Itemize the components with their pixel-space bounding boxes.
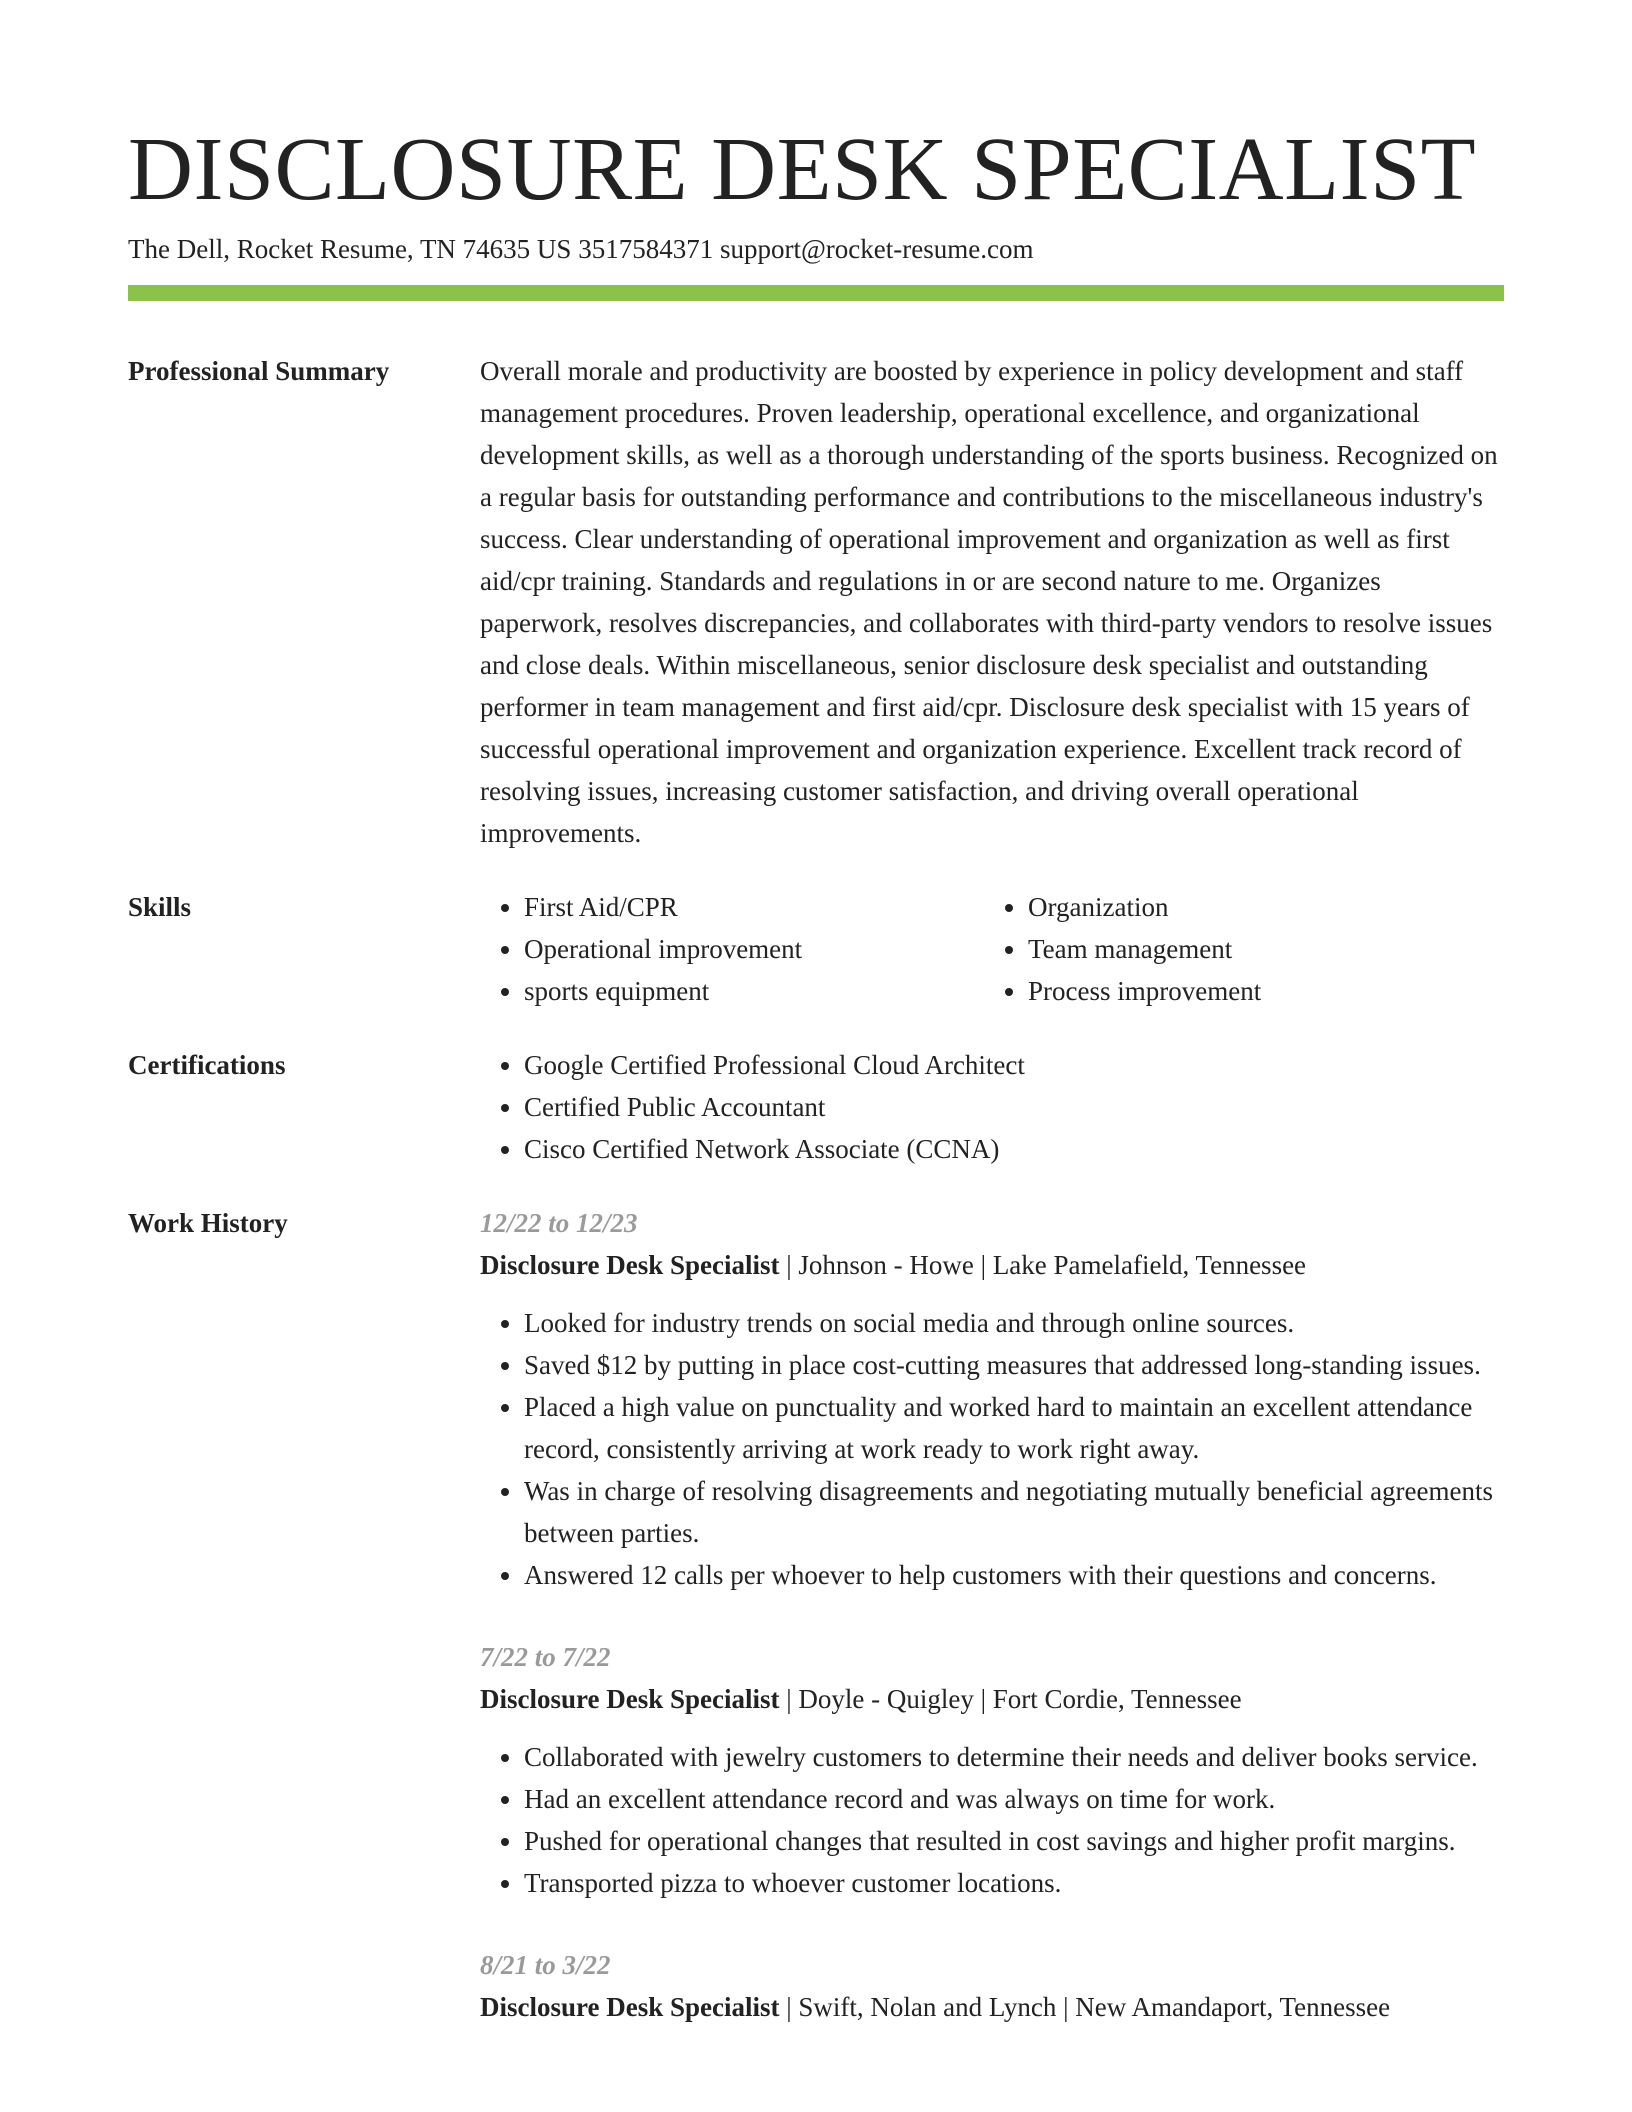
certifications-section bbox=[128, 1044, 1504, 1170]
job-dates: 8/21 to 3/22 bbox=[480, 1950, 611, 1980]
job-details: | Doyle - Quigley | Fort Cordie, Tennessee bbox=[779, 1684, 1242, 1714]
summary-heading: Professional Summary bbox=[128, 356, 390, 386]
job-bullets bbox=[480, 1736, 1504, 1904]
job-header bbox=[480, 1986, 1504, 2028]
job-title: Disclosure Desk Specialist bbox=[480, 1250, 780, 1280]
job-bullet: • Had an excellent attendance record and was always on time for work. bbox=[524, 1778, 1504, 1820]
certifications-body bbox=[480, 1044, 1504, 1170]
resume-name-title: DISCLOSURE DESK SPECIALIST bbox=[128, 120, 1477, 219]
job-title: Disclosure Desk Specialist bbox=[480, 1992, 780, 2022]
skill-item: • Operational improvement bbox=[524, 928, 984, 970]
job-bullet: • Was in charge of resolving disagreements and negotiating mutually beneficial agreements between parties. bbox=[524, 1470, 1504, 1554]
certifications-list bbox=[480, 1044, 1504, 1170]
job-details: | Johnson - Howe | Lake Pamelafield, Tennessee bbox=[779, 1250, 1307, 1280]
skill-item: • Organization bbox=[1028, 886, 1488, 928]
job-bullet: • Answered 12 calls per whoever to help customers with their questions and concerns. bbox=[524, 1554, 1504, 1596]
work-history-section bbox=[128, 1202, 1504, 2068]
resume-sections bbox=[128, 350, 1504, 2100]
skills-list bbox=[480, 886, 1504, 1012]
job-bullets bbox=[480, 1302, 1504, 1596]
job-bullet: • Looked for industry trends on social media and through online sources. bbox=[524, 1302, 1504, 1344]
summary-body bbox=[480, 350, 1504, 854]
skills-section bbox=[128, 886, 1504, 1012]
job-entry bbox=[480, 1636, 1504, 1904]
job-bullet: • Collaborated with jewelry customers to determine their needs and deliver books service. bbox=[524, 1736, 1504, 1778]
skill-item: • First Aid/CPR bbox=[524, 886, 984, 928]
contact-info: The Dell, Rocket Resume, TN 74635 US 3517584371 support@rocket-resume.com bbox=[128, 234, 1034, 264]
job-bullet: • Transported pizza to whoever customer locations. bbox=[524, 1862, 1504, 1904]
job-bullet: • Saved $12 by putting in place cost-cutting measures that addressed long-standing issues. bbox=[524, 1344, 1504, 1386]
job-entry bbox=[480, 1202, 1504, 1596]
summary-text: Overall morale and productivity are boosted by experience in policy development and staff management procedures. Proven leadership, operational excellence, and organizational development skills, as well as a thorough understanding of the sports business. Recognized on a regular basis for outstanding performance and contributions to the miscellaneous industry's success. Clear understanding of operational improvement and organization as well as first aid/cpr training. Standards and regulations in or are second nature to me. Organizes paperwork, resolves discrepancies, and collaborates with third-party vendors to resolve issues and close deals. Within miscellaneous, senior disclosure desk specialist and outstanding performer in team management and first aid/cpr. Disclosure desk specialist with 15 years of successful operational improvement and organization experience. Excellent track record of resolving issues, increasing customer satisfaction, and driving overall operational improvements. bbox=[480, 356, 1498, 848]
skills-column-right bbox=[984, 886, 1488, 1012]
skills-heading: Skills bbox=[128, 892, 192, 922]
job-entry bbox=[480, 1944, 1504, 2028]
summary-section bbox=[128, 350, 1504, 854]
skill-item: • sports equipment bbox=[524, 970, 984, 1012]
certification-item: • Certified Public Accountant bbox=[524, 1086, 1504, 1128]
job-dates: 7/22 to 7/22 bbox=[480, 1642, 611, 1672]
job-header bbox=[480, 1678, 1504, 1720]
job-details: | Swift, Nolan and Lynch | New Amandaport, Tennessee bbox=[779, 1992, 1391, 2022]
skills-column-left bbox=[480, 886, 984, 1012]
certification-item: • Google Certified Professional Cloud Architect bbox=[524, 1044, 1504, 1086]
job-bullet: • Placed a high value on punctuality and worked hard to maintain an excellent attendance record, consistently arriving at work ready to work right away. bbox=[524, 1386, 1504, 1470]
certifications-heading: Certifications bbox=[128, 1050, 286, 1080]
header-divider bbox=[128, 285, 1504, 301]
work-history-heading: Work History bbox=[128, 1208, 288, 1238]
skill-item: • Process improvement bbox=[1028, 970, 1488, 1012]
job-bullet: • Pushed for operational changes that resulted in cost savings and higher profit margins. bbox=[524, 1820, 1504, 1862]
job-header bbox=[480, 1244, 1504, 1286]
skill-item: • Team management bbox=[1028, 928, 1488, 970]
certification-item: • Cisco Certified Network Associate (CCNA) bbox=[524, 1128, 1504, 1170]
job-title: Disclosure Desk Specialist bbox=[480, 1684, 780, 1714]
job-dates: 12/22 to 12/23 bbox=[480, 1208, 638, 1238]
work-history-body bbox=[480, 1202, 1504, 2068]
